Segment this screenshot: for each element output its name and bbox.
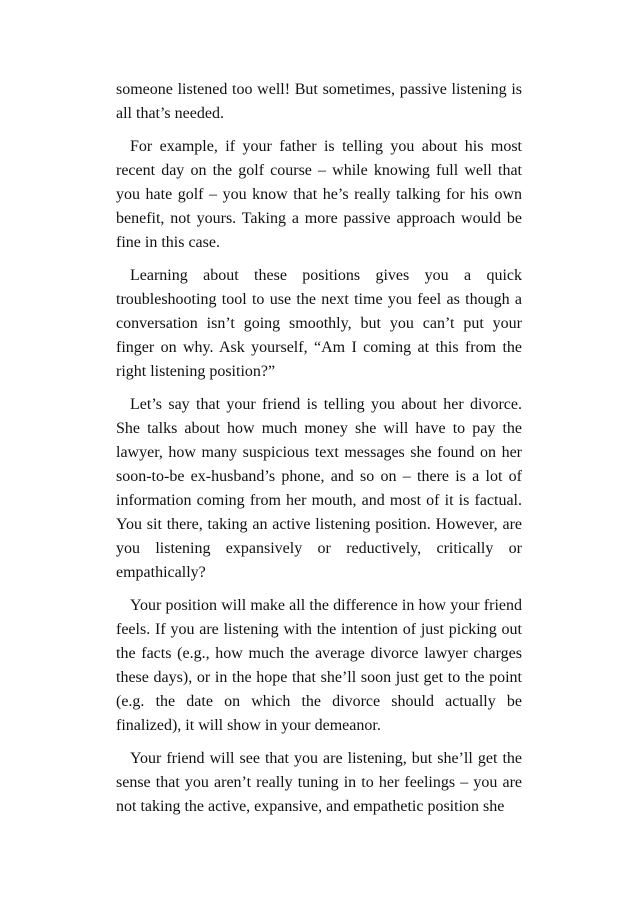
paragraph-troubleshooting: Learning about these positions gives you a quick troubleshooting tool to use the next time you feel as though a conversation isn’t going smoothly, but you can’t put your finger on why. Ask yourself, “Am I coming at this from the right listening position?” [116, 267, 522, 380]
paragraph-position-difference: Your position will make all the difference in how your friend feels. If you are listening with the intention of just picking out the facts (e.g., how much the average divorce lawyer charges these days), or in the hope that she’ll soon just get to the point (e.g. the date on which the divorce should actually be finalized), it will show in your demeanor. [116, 597, 522, 734]
paragraph-divorce-example: Let’s say that your friend is telling you about her divorce. She talks about how much money she will have to pay the lawyer, how many suspicious text messages she found on her soon-to-be ex-husband’s phone, and so on – there is a lot of information coming from her mouth, and most of it is factual. You sit there, taking an active listening position. However, are you listening expansively or reductively, critically or empathically? [116, 396, 522, 581]
paragraph-continuation: someone listened too well! But sometimes, passive listening is all that’s needed. [116, 81, 522, 122]
paragraph-golf-example: For example, if your father is telling you about his most recent day on the golf course – while knowing full well that you hate golf – you know that he’s really talking for his own benefit, not yours. Taking a more passive approach would be fine in this case. [116, 138, 522, 251]
document-page [116, 78, 522, 828]
paragraph-friend-feelings: Your friend will see that you are listening, but she’ll get the sense that you aren’t really tuning in to her feelings – you are not taking the active, expansive, and empathetic position she [116, 750, 522, 815]
